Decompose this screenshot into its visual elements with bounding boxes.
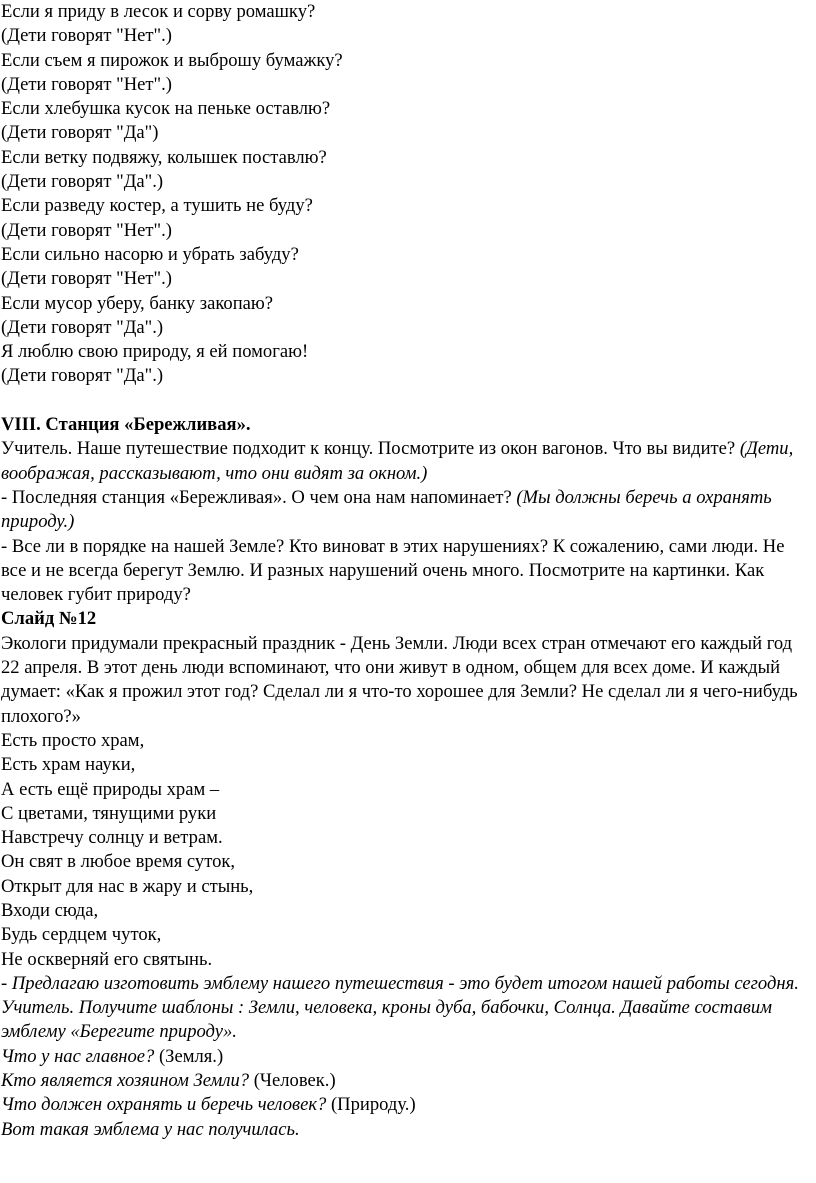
poem-line: Открыт для нас в жару и стынь, (1, 875, 254, 897)
dialogue-line: Если ветку подвяжу, колышек поставлю? (1, 146, 327, 168)
paragraph-earth-day: Экологи придумали прекрасный праздник - День Земли. Люди всех стран отмечают его каждый год 22 апреля. В этот день люди вспоминают, что они живут в одном, общем для всех доме. И каждый думает: «Как я прожил этот год? Сделал ли я что-то хорошее для Земли? Не сделал ли я чего-нибудь плохого?» (1, 632, 798, 727)
question-text: Кто является хозяином Земли? (1, 1070, 250, 1092)
qa-line (1, 1045, 809, 1069)
dialogue-line: Если сильно насорю и убрать забуду? (1, 243, 299, 265)
poem-line: Входи сюда, (1, 899, 99, 921)
poem-line: Он свят в любое время суток, (1, 851, 236, 873)
blank-line (1, 389, 809, 413)
answer-text: (Человек.) (249, 1070, 336, 1092)
poem-line: Будь сердцем чуток, (1, 924, 162, 946)
poem-line: Есть храм науки, (1, 754, 136, 776)
question-text: Что должен охранять и беречь человек? (1, 1094, 327, 1116)
dialogue-line: (Дети говорят "Нет".) (1, 73, 172, 95)
station-heading: VIII. Станция «Бережливая». (1, 414, 251, 436)
slide-heading: Слайд №12 (1, 608, 97, 630)
paragraph-earth-question: - Все ли в порядке на нашей Земле? Кто виноват в этих нарушениях? К сожалению, сами люди. Не все и не всегда берегут Землю. И разных нарушений очень много. Посмотрите на картинки. Как человек губит природу? (1, 535, 785, 606)
closing-line: Вот такая эмблема у нас получилась. (1, 1118, 300, 1140)
dialogue-line: (Дети говорят "Нет".) (1, 25, 172, 47)
dialogue-line: (Дети говорят "Да") (1, 122, 159, 144)
dialogue-line: Если мусор уберу, банку закопаю? (1, 292, 274, 314)
paragraph-last-station: - Последняя станция «Бережливая». О чем она нам напоминает? (Мы должны беречь а охранять природу.) (1, 486, 772, 533)
poem-line: Навстречу солнцу и ветрам. (1, 827, 223, 849)
answer-text: (Природу.) (326, 1094, 416, 1116)
poem-line: Есть просто храм, (1, 729, 145, 751)
document-page (1, 0, 809, 1142)
dialogue-line: Если я приду в лесок и сорву ромашку? (1, 1, 316, 22)
paragraph-emblem-proposal: - Предлагаю изготовить эмблему нашего путешествия - это будет итогом нашей работы сегодня. (1, 972, 799, 994)
qa-line (1, 1069, 809, 1093)
paragraph-teacher-intro: Учитель. Наше путешествие подходит к концу. Посмотрите из окон вагонов. Что вы видите? (Дети, воображая, рассказывают, что они видят за окном.) (1, 438, 794, 484)
dialogue-line: (Дети говорят "Да".) (1, 316, 164, 338)
paragraph-templates: Учитель. Получите шаблоны : Земли, человека, кроны дуба, бабочки, Солнца. Давайте составим эмблему «Берегите природу». (1, 997, 772, 1043)
dialogue-line: Если хлебушка кусок на пеньке оставлю? (1, 98, 331, 120)
dialogue-verses (1, 0, 809, 389)
dialogue-line: (Дети говорят "Нет".) (1, 268, 172, 290)
qa-line (1, 1093, 809, 1117)
dialogue-line: Если съем я пирожок и выброшу бумажку? (1, 49, 343, 71)
dialogue-line: Если разведу костер, а тушить не буду? (1, 195, 313, 217)
poem-line: А есть ещё природы храм – (1, 778, 220, 800)
answer-text: (Земля.) (154, 1045, 224, 1067)
dialogue-line: Я люблю свою природу, я ей помогаю! (1, 341, 309, 363)
question-answer-list (1, 1045, 809, 1118)
poem (1, 729, 809, 972)
question-text: Что у нас главное? (1, 1045, 155, 1067)
dialogue-line: (Дети говорят "Нет".) (1, 219, 172, 241)
dialogue-line: (Дети говорят "Да".) (1, 171, 164, 193)
poem-line: Не оскверняй его святынь. (1, 948, 213, 970)
poem-line: С цветами, тянущими руки (1, 802, 217, 824)
dialogue-line: (Дети говорят "Да".) (1, 365, 164, 387)
